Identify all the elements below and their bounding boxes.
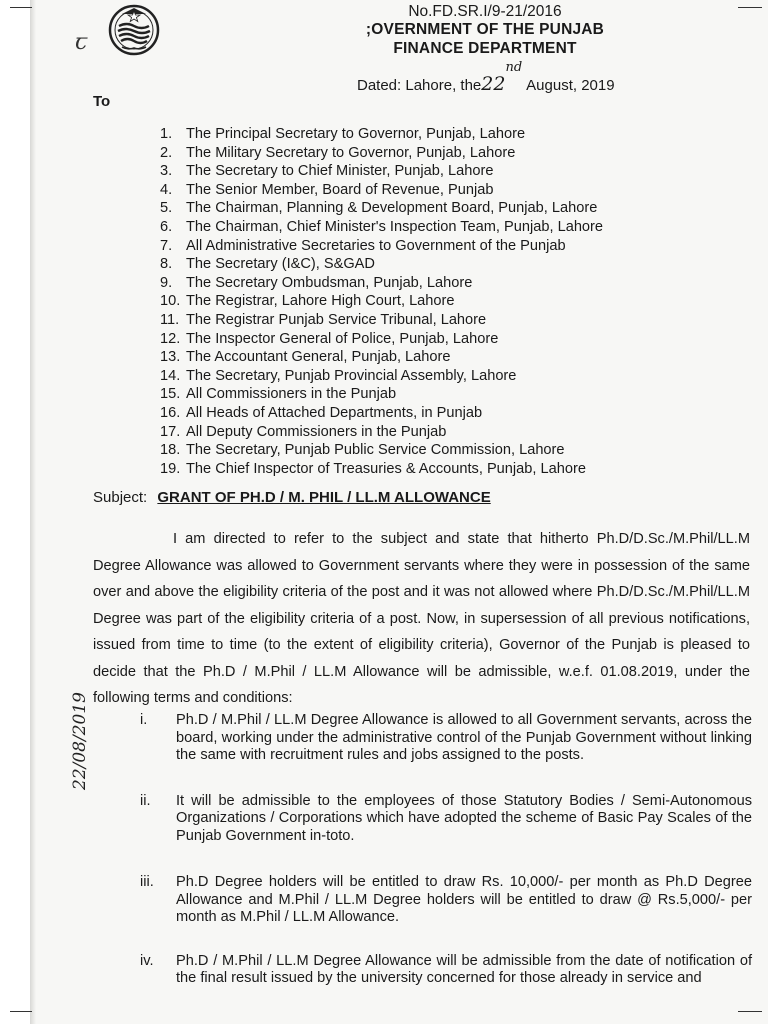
- addressee-text: The Accountant General, Punjab, Lahore: [186, 349, 451, 366]
- reference-number: No.FD.SR.I/9-21/2016: [408, 3, 562, 20]
- addressee-number: 10.: [160, 293, 181, 310]
- date-prefix: Dated: Lahore, the: [357, 77, 482, 94]
- addressee-text: The Registrar Punjab Service Tribunal, Lahore: [186, 311, 487, 328]
- addressee-text: The Secretary (I&C), S&GAD: [186, 256, 375, 273]
- addressee-number: 7.: [160, 237, 173, 254]
- term-number: iii.: [140, 874, 154, 890]
- addressee-text: All Heads of Attached Departments, in Punjab: [186, 404, 483, 421]
- term-text: Ph.D / M.Phil / LL.M Degree Allowance is allowed to all Government servants, across the board, working under the administrative control of the Punjab Government without linking the same with recruitment rules and jobs assigned to the posts.: [176, 712, 752, 763]
- addressee-number: 12.: [160, 330, 181, 347]
- date-day: 22: [481, 73, 506, 95]
- addressee-text: The Secretary Ombudsman, Punjab, Lahore: [186, 274, 473, 291]
- addressee-text: All Administrative Secretaries to Government of the Punjab: [186, 237, 566, 254]
- addressee-item: [160, 348, 603, 367]
- addressee-text: The Secretary, Punjab Provincial Assembly, Lahore: [186, 367, 517, 384]
- scan-edge-mark: [738, 1011, 762, 1012]
- subject-line: [93, 489, 491, 506]
- addressee-item: [160, 237, 603, 256]
- addressee-item: [160, 423, 603, 442]
- scan-edge-mark: [738, 7, 762, 8]
- addressee-item: [160, 460, 603, 479]
- addressee-item: [160, 144, 603, 163]
- addressee-number: 6.: [160, 218, 173, 235]
- addressee-number: 14.: [160, 367, 181, 384]
- date-month-year: August, 2019: [526, 77, 615, 94]
- addressee-item: [160, 292, 603, 311]
- to-label: To: [93, 93, 111, 110]
- addressee-item: [160, 404, 603, 423]
- addressee-item: [160, 441, 603, 460]
- addressee-number: 17.: [160, 423, 181, 440]
- subject-title: GRANT OF PH.D / M. PHIL / LL.M ALLOWANCE: [157, 489, 491, 506]
- addressee-number: 18.: [160, 442, 181, 459]
- term-text: Ph.D Degree holders will be entitled to draw Rs. 10,000/- per month as Ph.D Degree Allowance and M.Phil / LL.M Degree holders will be entitled to draw @ Rs.5,000/- per month as M.Phil / LL.M Allowance.: [176, 874, 752, 925]
- addressee-text: The Inspector General of Police, Punjab, Lahore: [186, 330, 499, 347]
- addressee-text: The Registrar, Lahore High Court, Lahore: [186, 293, 455, 310]
- handwritten-margin-note: [42, 520, 90, 790]
- scan-edge-mark: [10, 1011, 32, 1012]
- addressee-item: [160, 255, 603, 274]
- punjab-emblem-icon: [108, 4, 160, 56]
- addressee-item: [160, 218, 603, 237]
- letter-page: [30, 0, 768, 1024]
- addressee-item: [160, 330, 603, 349]
- addressee-item: [160, 125, 603, 144]
- date-day-suffix: nd: [505, 60, 523, 75]
- addressee-number: 16.: [160, 404, 181, 421]
- addressee-item: [160, 274, 603, 293]
- addressee-text: The Military Secretary to Governor, Punjab, Lahore: [186, 144, 516, 161]
- addressee-item: [160, 162, 603, 181]
- term-number: ii.: [140, 792, 151, 809]
- addressee-text: All Commissioners in the Punjab: [186, 386, 397, 403]
- margin-date-annotation: 22/08/2019: [70, 692, 90, 790]
- term-text: Ph.D / M.Phil / LL.M Degree Allowance will be admissible from the date of notification of the final result issued by the university concerned for those already in service and: [176, 952, 752, 986]
- letter-date: [357, 60, 615, 95]
- addressee-number: 4.: [160, 181, 173, 198]
- addressee-item: [160, 311, 603, 330]
- addressee-number: 11.: [160, 311, 180, 328]
- addressee-number: 19.: [160, 460, 181, 477]
- addressee-text: The Senior Member, Board of Revenue, Punjab: [186, 181, 494, 198]
- addressee-text: All Deputy Commissioners in the Punjab: [186, 423, 447, 440]
- body-paragraph: I am directed to refer to the subject and state that hitherto Ph.D/D.Sc./M.Phil/LL.M Degree Allowance was allowed to Government servants where they were in possession of the same over and above the eligibility criteria of the post and it was not allowed where Ph.D/D.Sc./M.Phil/LL.M Degree was part of the eligibility criteria of a post. Now, in supersession of all previous notifications, issued from time to time (to the extent of eligibility criteria), Governor of the Punjab is pleased to decide that the Ph.D / M.Phil / LL.M Allowance will be admissible, w.e.f. 01.08.2019, under the following terms and conditions:: [93, 531, 750, 706]
- term-item: [140, 874, 752, 927]
- addressee-text: The Chief Inspector of Treasuries & Accounts, Punjab, Lahore: [186, 460, 586, 477]
- addressee-text: The Chairman, Planning & Development Board, Punjab, Lahore: [186, 200, 598, 217]
- addressee-number: 2.: [160, 144, 173, 161]
- addressee-text: The Secretary to Chief Minister, Punjab, Lahore: [186, 163, 494, 180]
- term-text: It will be admissible to the employees of those Statutory Bodies / Semi-Autonomous Organizations / Corporations which have adopted the scheme of Basic Pay Scales of the Punjab Government in-toto.: [176, 792, 752, 844]
- addressee-text: The Principal Secretary to Governor, Punjab, Lahore: [186, 126, 526, 142]
- term-item: [140, 953, 752, 988]
- department-heading: FINANCE DEPARTMENT: [393, 40, 577, 57]
- subject-label: Subject:: [93, 489, 148, 506]
- addressee-list: [160, 125, 603, 478]
- addressee-item: [160, 367, 603, 386]
- term-item: [140, 793, 752, 846]
- scan-edge-mark: [10, 7, 32, 8]
- addressee-item: [160, 199, 603, 218]
- addressee-number: 9.: [160, 274, 173, 291]
- addressee-number: 5.: [160, 200, 173, 217]
- addressee-item: [160, 181, 603, 200]
- term-item: [140, 712, 752, 765]
- pen-stroke-mark: ꞇ: [75, 30, 88, 55]
- terms-list: [140, 712, 752, 988]
- addressee-text: The Secretary, Punjab Public Service Commission, Lahore: [186, 442, 565, 459]
- term-number: i.: [140, 712, 148, 728]
- addressee-number: 8.: [160, 256, 173, 273]
- addressee-number: 3.: [160, 163, 173, 180]
- addressee-number: 13.: [160, 349, 181, 366]
- body-text: [93, 526, 750, 712]
- addressee-number: 15.: [160, 386, 181, 403]
- addressee-text: The Chairman, Chief Minister's Inspection Team, Punjab, Lahore: [186, 218, 604, 235]
- government-heading: ;OVERNMENT OF THE PUNJAB: [365, 21, 605, 38]
- term-number: iv.: [140, 952, 154, 969]
- addressee-item: [160, 385, 603, 404]
- addressee-number: 1.: [160, 126, 173, 142]
